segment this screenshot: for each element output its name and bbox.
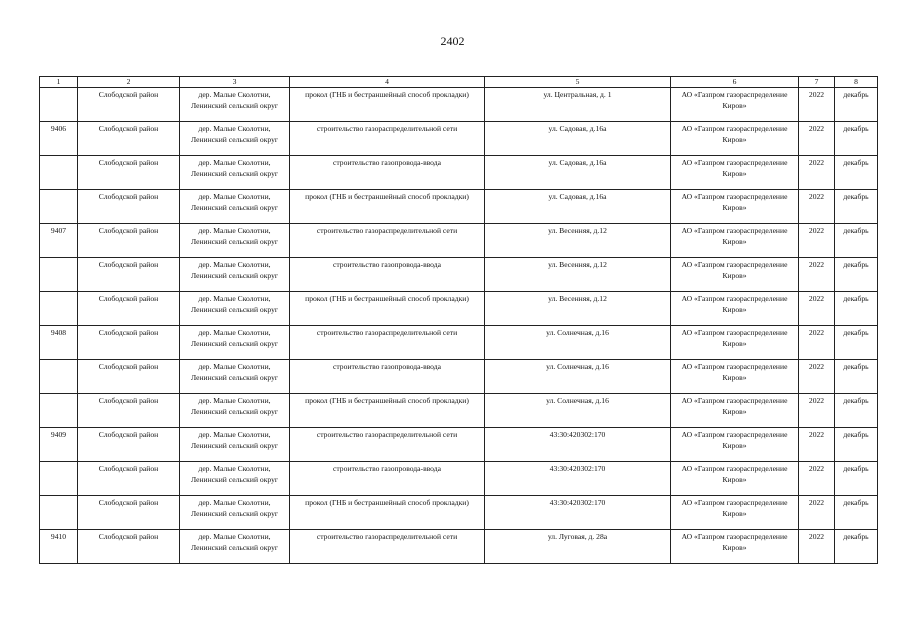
cell-month: декабрь <box>835 258 878 292</box>
cell-work-type: прокол (ГНБ и бестраншейный способ прокладки) <box>290 496 485 530</box>
cell-year: 2022 <box>799 360 835 394</box>
cell-year: 2022 <box>799 394 835 428</box>
cell-work-type: строительство газораспределительной сети <box>290 122 485 156</box>
cell-address: 43:30:420302:170 <box>485 496 671 530</box>
cell-settlement: дер. Малые Сколотни, Ленинский сельский округ <box>180 496 290 530</box>
cell-settlement: дер. Малые Сколотни, Ленинский сельский округ <box>180 428 290 462</box>
cell-district: Слободской район <box>78 258 180 292</box>
cell-work-type: строительство газопровода-ввода <box>290 156 485 190</box>
table-row <box>40 156 878 190</box>
cell-work-type: строительство газораспределительной сети <box>290 326 485 360</box>
cell-year: 2022 <box>799 326 835 360</box>
table-row <box>40 190 878 224</box>
cell-settlement: дер. Малые Сколотни, Ленинский сельский округ <box>180 394 290 428</box>
cell-month: декабрь <box>835 292 878 326</box>
cell-settlement: дер. Малые Сколотни, Ленинский сельский округ <box>180 156 290 190</box>
table-row <box>40 292 878 326</box>
cell-organization: АО «Газпром газораспределение Киров» <box>671 360 799 394</box>
cell-district: Слободской район <box>78 394 180 428</box>
cell-work-type: прокол (ГНБ и бестраншейный способ прокладки) <box>290 394 485 428</box>
cell-month: декабрь <box>835 360 878 394</box>
cell-year: 2022 <box>799 428 835 462</box>
cell-settlement: дер. Малые Сколотни, Ленинский сельский округ <box>180 190 290 224</box>
cell-row-number <box>40 258 78 292</box>
table-row <box>40 122 878 156</box>
cell-work-type: строительство газопровода-ввода <box>290 462 485 496</box>
cell-address: ул. Центральная, д. 1 <box>485 88 671 122</box>
column-header: 5 <box>485 77 671 88</box>
table-row <box>40 360 878 394</box>
cell-address: 43:30:420302:170 <box>485 462 671 496</box>
cell-address: ул. Весенняя, д.12 <box>485 224 671 258</box>
cell-work-type: прокол (ГНБ и бестраншейный способ прокладки) <box>290 292 485 326</box>
cell-district: Слободской район <box>78 530 180 564</box>
cell-month: декабрь <box>835 428 878 462</box>
cell-address: ул. Садовая, д.16а <box>485 190 671 224</box>
cell-organization: АО «Газпром газораспределение Киров» <box>671 224 799 258</box>
cell-year: 2022 <box>799 258 835 292</box>
cell-month: декабрь <box>835 496 878 530</box>
cell-organization: АО «Газпром газораспределение Киров» <box>671 496 799 530</box>
table-row <box>40 88 878 122</box>
cell-settlement: дер. Малые Сколотни, Ленинский сельский округ <box>180 326 290 360</box>
cell-row-number: 9409 <box>40 428 78 462</box>
table-row <box>40 428 878 462</box>
cell-month: декабрь <box>835 326 878 360</box>
cell-work-type: строительство газопровода-ввода <box>290 360 485 394</box>
cell-settlement: дер. Малые Сколотни, Ленинский сельский округ <box>180 258 290 292</box>
cell-address: 43:30:420302:170 <box>485 428 671 462</box>
cell-settlement: дер. Малые Сколотни, Ленинский сельский округ <box>180 88 290 122</box>
table-body <box>40 88 878 564</box>
cell-organization: АО «Газпром газораспределение Киров» <box>671 394 799 428</box>
table-row <box>40 326 878 360</box>
cell-district: Слободской район <box>78 190 180 224</box>
page-number: 2402 <box>440 34 465 48</box>
cell-year: 2022 <box>799 462 835 496</box>
column-header: 2 <box>78 77 180 88</box>
cell-work-type: строительство газопровода-ввода <box>290 258 485 292</box>
cell-district: Слободской район <box>78 88 180 122</box>
cell-district: Слободской район <box>78 360 180 394</box>
cell-address: ул. Садовая, д.16а <box>485 122 671 156</box>
table-row <box>40 224 878 258</box>
cell-work-type: прокол (ГНБ и бестраншейный способ прокладки) <box>290 88 485 122</box>
cell-work-type: строительство газораспределительной сети <box>290 530 485 564</box>
cell-settlement: дер. Малые Сколотни, Ленинский сельский округ <box>180 530 290 564</box>
cell-district: Слободской район <box>78 428 180 462</box>
cell-row-number: 9406 <box>40 122 78 156</box>
table-row <box>40 258 878 292</box>
cell-year: 2022 <box>799 190 835 224</box>
cell-organization: АО «Газпром газораспределение Киров» <box>671 156 799 190</box>
cell-district: Слободской район <box>78 122 180 156</box>
cell-organization: АО «Газпром газораспределение Киров» <box>671 462 799 496</box>
cell-organization: АО «Газпром газораспределение Киров» <box>671 530 799 564</box>
cell-settlement: дер. Малые Сколотни, Ленинский сельский округ <box>180 224 290 258</box>
column-header: 3 <box>180 77 290 88</box>
cell-district: Слободской район <box>78 496 180 530</box>
cell-year: 2022 <box>799 224 835 258</box>
cell-address: ул. Солнечная, д.16 <box>485 326 671 360</box>
cell-district: Слободской район <box>78 326 180 360</box>
cell-month: декабрь <box>835 394 878 428</box>
cell-organization: АО «Газпром газораспределение Киров» <box>671 326 799 360</box>
data-table <box>39 76 878 564</box>
cell-address: ул. Солнечная, д.16 <box>485 394 671 428</box>
cell-row-number <box>40 88 78 122</box>
cell-month: декабрь <box>835 462 878 496</box>
table-row <box>40 530 878 564</box>
cell-row-number <box>40 394 78 428</box>
cell-row-number: 9408 <box>40 326 78 360</box>
cell-row-number <box>40 496 78 530</box>
cell-year: 2022 <box>799 496 835 530</box>
cell-month: декабрь <box>835 190 878 224</box>
cell-work-type: строительство газораспределительной сети <box>290 428 485 462</box>
column-header: 4 <box>290 77 485 88</box>
cell-row-number <box>40 292 78 326</box>
cell-month: декабрь <box>835 156 878 190</box>
cell-row-number: 9407 <box>40 224 78 258</box>
cell-year: 2022 <box>799 292 835 326</box>
cell-address: ул. Весенняя, д.12 <box>485 292 671 326</box>
cell-work-type: строительство газораспределительной сети <box>290 224 485 258</box>
cell-row-number <box>40 360 78 394</box>
cell-month: декабрь <box>835 224 878 258</box>
cell-row-number <box>40 190 78 224</box>
cell-district: Слободской район <box>78 224 180 258</box>
cell-year: 2022 <box>799 156 835 190</box>
cell-year: 2022 <box>799 530 835 564</box>
cell-settlement: дер. Малые Сколотни, Ленинский сельский округ <box>180 462 290 496</box>
cell-organization: АО «Газпром газораспределение Киров» <box>671 258 799 292</box>
cell-month: декабрь <box>835 530 878 564</box>
cell-organization: АО «Газпром газораспределение Киров» <box>671 292 799 326</box>
cell-row-number: 9410 <box>40 530 78 564</box>
cell-address: ул. Луговая, д. 28а <box>485 530 671 564</box>
cell-work-type: прокол (ГНБ и бестраншейный способ прокладки) <box>290 190 485 224</box>
cell-month: декабрь <box>835 88 878 122</box>
cell-settlement: дер. Малые Сколотни, Ленинский сельский округ <box>180 122 290 156</box>
cell-address: ул. Солнечная, д.16 <box>485 360 671 394</box>
cell-row-number <box>40 462 78 496</box>
cell-month: декабрь <box>835 122 878 156</box>
column-header: 8 <box>835 77 878 88</box>
cell-organization: АО «Газпром газораспределение Киров» <box>671 428 799 462</box>
header-row <box>40 77 878 88</box>
table-row <box>40 496 878 530</box>
cell-organization: АО «Газпром газораспределение Киров» <box>671 122 799 156</box>
column-header: 6 <box>671 77 799 88</box>
cell-year: 2022 <box>799 122 835 156</box>
cell-address: ул. Весенняя, д.12 <box>485 258 671 292</box>
table-row <box>40 462 878 496</box>
cell-address: ул. Садовая, д.16а <box>485 156 671 190</box>
cell-district: Слободской район <box>78 156 180 190</box>
table-row <box>40 394 878 428</box>
column-header: 1 <box>40 77 78 88</box>
cell-row-number <box>40 156 78 190</box>
cell-organization: АО «Газпром газораспределение Киров» <box>671 190 799 224</box>
cell-year: 2022 <box>799 88 835 122</box>
cell-district: Слободской район <box>78 292 180 326</box>
cell-settlement: дер. Малые Сколотни, Ленинский сельский округ <box>180 360 290 394</box>
cell-settlement: дер. Малые Сколотни, Ленинский сельский округ <box>180 292 290 326</box>
column-header: 7 <box>799 77 835 88</box>
cell-district: Слободской район <box>78 462 180 496</box>
cell-organization: АО «Газпром газораспределение Киров» <box>671 88 799 122</box>
